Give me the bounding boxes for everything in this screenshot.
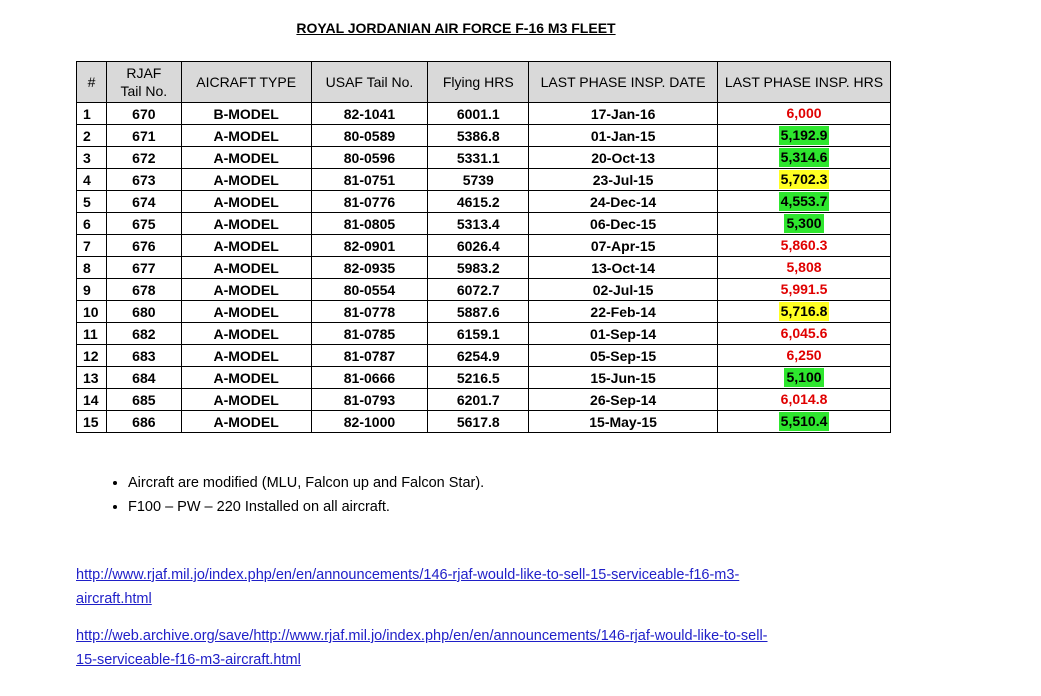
header-last-phase-date: LAST PHASE INSP. DATE — [529, 62, 718, 103]
cell-last-phase-hrs — [718, 147, 891, 169]
cell-last-phase-date: 22-Feb-14 — [529, 301, 718, 323]
cell-aircraft-type: A-MODEL — [181, 147, 311, 169]
cell-flying-hrs: 6254.9 — [428, 345, 529, 367]
header-rjaf-line2: Tail No. — [120, 83, 168, 99]
cell-last-phase-date: 26-Sep-14 — [529, 389, 718, 411]
cell-aircraft-type: A-MODEL — [181, 323, 311, 345]
archive-link[interactable] — [76, 624, 896, 672]
cell-index: 3 — [77, 147, 107, 169]
cell-last-phase-date: 20-Oct-13 — [529, 147, 718, 169]
cell-index: 6 — [77, 213, 107, 235]
cell-index: 13 — [77, 367, 107, 389]
phase-hrs-value: 4,553.7 — [780, 193, 828, 209]
cell-rjaf-tail: 673 — [106, 169, 181, 191]
phase-hrs-value: 5,991.5 — [780, 281, 828, 297]
cell-rjaf-tail: 684 — [106, 367, 181, 389]
cell-rjaf-tail: 677 — [106, 257, 181, 279]
phase-hrs-value: 5,702.3 — [780, 171, 828, 187]
cell-rjaf-tail: 672 — [106, 147, 181, 169]
table-row — [77, 147, 891, 169]
cell-flying-hrs: 6001.1 — [428, 103, 529, 125]
cell-flying-hrs: 6026.4 — [428, 235, 529, 257]
cell-usaf-tail: 81-0666 — [311, 367, 428, 389]
cell-last-phase-date: 05-Sep-15 — [529, 345, 718, 367]
header-index: # — [77, 62, 107, 103]
header-rjaf-tail — [106, 62, 181, 103]
cell-last-phase-hrs — [718, 301, 891, 323]
cell-last-phase-hrs — [718, 235, 891, 257]
cell-aircraft-type: B-MODEL — [181, 103, 311, 125]
cell-flying-hrs: 5331.1 — [428, 147, 529, 169]
cell-aircraft-type: A-MODEL — [181, 279, 311, 301]
table-row — [77, 279, 891, 301]
document-title: ROYAL JORDANIAN AIR FORCE F-16 M3 FLEET — [296, 20, 616, 36]
cell-usaf-tail: 80-0589 — [311, 125, 428, 147]
cell-aircraft-type: A-MODEL — [181, 411, 311, 433]
cell-rjaf-tail: 670 — [106, 103, 181, 125]
notes-list — [100, 474, 484, 522]
cell-index: 14 — [77, 389, 107, 411]
cell-usaf-tail: 80-0554 — [311, 279, 428, 301]
cell-flying-hrs: 5617.8 — [428, 411, 529, 433]
cell-usaf-tail: 81-0778 — [311, 301, 428, 323]
cell-usaf-tail: 82-0901 — [311, 235, 428, 257]
phase-hrs-value: 5,716.8 — [780, 303, 828, 319]
cell-last-phase-hrs — [718, 125, 891, 147]
cell-last-phase-hrs — [718, 191, 891, 213]
cell-flying-hrs: 5313.4 — [428, 213, 529, 235]
header-aircraft-type: AICRAFT TYPE — [181, 62, 311, 103]
cell-aircraft-type: A-MODEL — [181, 301, 311, 323]
cell-aircraft-type: A-MODEL — [181, 191, 311, 213]
cell-flying-hrs: 5739 — [428, 169, 529, 191]
header-rjaf-line1: RJAF — [126, 65, 162, 81]
cell-aircraft-type: A-MODEL — [181, 367, 311, 389]
table-row — [77, 125, 891, 147]
link-line: http://web.archive.org/save/http://www.rjaf.mil.jo/index.php/en/en/announcements/146-rjaf-would-like-to-sell- — [76, 628, 768, 644]
link-line: aircraft.html — [76, 591, 152, 607]
cell-aircraft-type: A-MODEL — [181, 389, 311, 411]
cell-last-phase-date: 15-Jun-15 — [529, 367, 718, 389]
cell-last-phase-hrs — [718, 389, 891, 411]
cell-last-phase-hrs — [718, 279, 891, 301]
table-row — [77, 411, 891, 433]
table-row — [77, 213, 891, 235]
table-row — [77, 345, 891, 367]
cell-rjaf-tail: 686 — [106, 411, 181, 433]
header-last-phase-hrs: LAST PHASE INSP. HRS — [718, 62, 891, 103]
cell-last-phase-date: 06-Dec-15 — [529, 213, 718, 235]
cell-last-phase-hrs — [718, 367, 891, 389]
cell-last-phase-date: 07-Apr-15 — [529, 235, 718, 257]
cell-last-phase-hrs — [718, 345, 891, 367]
cell-index: 7 — [77, 235, 107, 257]
cell-last-phase-date: 02-Jul-15 — [529, 279, 718, 301]
cell-aircraft-type: A-MODEL — [181, 345, 311, 367]
cell-aircraft-type: A-MODEL — [181, 169, 311, 191]
cell-usaf-tail: 81-0776 — [311, 191, 428, 213]
table-row — [77, 235, 891, 257]
phase-hrs-value: 5,100 — [786, 369, 822, 385]
cell-flying-hrs: 4615.2 — [428, 191, 529, 213]
phase-hrs-value: 5,192.9 — [780, 127, 828, 143]
cell-usaf-tail: 81-0793 — [311, 389, 428, 411]
cell-aircraft-type: A-MODEL — [181, 213, 311, 235]
link-line: 15-serviceable-f16-m3-aircraft.html — [76, 652, 301, 668]
cell-rjaf-tail: 678 — [106, 279, 181, 301]
cell-flying-hrs: 5216.5 — [428, 367, 529, 389]
cell-rjaf-tail: 685 — [106, 389, 181, 411]
cell-rjaf-tail: 683 — [106, 345, 181, 367]
cell-index: 9 — [77, 279, 107, 301]
phase-hrs-value: 5,314.6 — [780, 149, 828, 165]
phase-hrs-value: 5,808 — [786, 259, 822, 275]
phase-hrs-value: 6,250 — [786, 347, 822, 363]
cell-flying-hrs: 6201.7 — [428, 389, 529, 411]
table-row — [77, 367, 891, 389]
cell-rjaf-tail: 676 — [106, 235, 181, 257]
phase-hrs-value: 6,045.6 — [780, 325, 828, 341]
header-flying-hrs: Flying HRS — [428, 62, 529, 103]
cell-rjaf-tail: 675 — [106, 213, 181, 235]
cell-last-phase-hrs — [718, 169, 891, 191]
cell-usaf-tail: 82-1041 — [311, 103, 428, 125]
cell-usaf-tail: 82-0935 — [311, 257, 428, 279]
table-row — [77, 169, 891, 191]
cell-index: 8 — [77, 257, 107, 279]
cell-last-phase-hrs — [718, 411, 891, 433]
rjaf-announcement-link[interactable] — [76, 563, 896, 611]
cell-flying-hrs: 6072.7 — [428, 279, 529, 301]
phase-hrs-value: 5,860.3 — [780, 237, 828, 253]
cell-last-phase-date: 15-May-15 — [529, 411, 718, 433]
cell-usaf-tail: 81-0785 — [311, 323, 428, 345]
cell-aircraft-type: A-MODEL — [181, 235, 311, 257]
cell-usaf-tail: 81-0751 — [311, 169, 428, 191]
cell-usaf-tail: 81-0805 — [311, 213, 428, 235]
cell-index: 1 — [77, 103, 107, 125]
table-row — [77, 301, 891, 323]
note-item: • Aircraft are modified (MLU, Falcon up and Falcon Star). — [128, 474, 484, 492]
table-row — [77, 323, 891, 345]
table-row — [77, 191, 891, 213]
cell-last-phase-date: 24-Dec-14 — [529, 191, 718, 213]
link-line: http://www.rjaf.mil.jo/index.php/en/en/announcements/146-rjaf-would-like-to-sell-15-serviceable-f16-m3- — [76, 567, 740, 583]
cell-rjaf-tail: 682 — [106, 323, 181, 345]
cell-rjaf-tail: 680 — [106, 301, 181, 323]
cell-last-phase-date: 01-Sep-14 — [529, 323, 718, 345]
cell-usaf-tail: 80-0596 — [311, 147, 428, 169]
cell-last-phase-hrs — [718, 213, 891, 235]
cell-rjaf-tail: 674 — [106, 191, 181, 213]
cell-index: 4 — [77, 169, 107, 191]
cell-last-phase-hrs — [718, 323, 891, 345]
phase-hrs-value: 5,300 — [786, 215, 822, 231]
header-usaf-tail: USAF Tail No. — [311, 62, 428, 103]
cell-last-phase-date: 23-Jul-15 — [529, 169, 718, 191]
table-header-row — [77, 62, 891, 103]
cell-index: 5 — [77, 191, 107, 213]
cell-index: 11 — [77, 323, 107, 345]
cell-usaf-tail: 81-0787 — [311, 345, 428, 367]
cell-flying-hrs: 6159.1 — [428, 323, 529, 345]
cell-rjaf-tail: 671 — [106, 125, 181, 147]
cell-usaf-tail: 82-1000 — [311, 411, 428, 433]
cell-index: 12 — [77, 345, 107, 367]
table-row — [77, 103, 891, 125]
cell-last-phase-date: 17-Jan-16 — [529, 103, 718, 125]
cell-aircraft-type: A-MODEL — [181, 125, 311, 147]
cell-flying-hrs: 5983.2 — [428, 257, 529, 279]
cell-last-phase-date: 01-Jan-15 — [529, 125, 718, 147]
table-body — [77, 103, 891, 433]
cell-last-phase-hrs — [718, 257, 891, 279]
cell-flying-hrs: 5386.8 — [428, 125, 529, 147]
cell-index: 2 — [77, 125, 107, 147]
phase-hrs-value: 6,000 — [786, 105, 822, 121]
cell-aircraft-type: A-MODEL — [181, 257, 311, 279]
cell-flying-hrs: 5887.6 — [428, 301, 529, 323]
fleet-table — [76, 61, 891, 433]
table-row — [77, 257, 891, 279]
cell-index: 15 — [77, 411, 107, 433]
cell-index: 10 — [77, 301, 107, 323]
table-row — [77, 389, 891, 411]
cell-last-phase-hrs — [718, 103, 891, 125]
cell-last-phase-date: 13-Oct-14 — [529, 257, 718, 279]
note-item: • F100 – PW – 220 Installed on all aircraft. — [128, 498, 484, 516]
phase-hrs-value: 5,510.4 — [780, 413, 828, 429]
phase-hrs-value: 6,014.8 — [780, 391, 828, 407]
